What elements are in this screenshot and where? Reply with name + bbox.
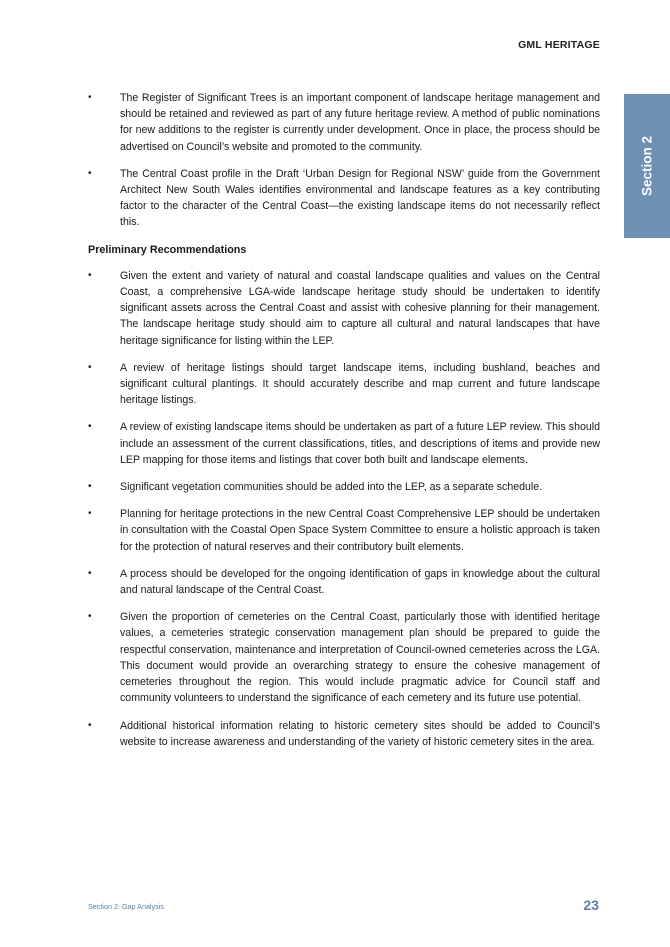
list-item xyxy=(88,566,600,598)
bullet-icon: • xyxy=(88,92,92,103)
list-item xyxy=(88,718,600,750)
list-item xyxy=(88,609,600,706)
bullet-icon: • xyxy=(88,481,92,493)
list-item xyxy=(88,360,600,409)
bullet-text: Significant vegetation communities should be added into the LEP, as a separate schedule. xyxy=(120,481,543,494)
bullet-text: Planning for heritage protections in the new Central Coast Comprehensive LEP should be undertaken in consultation with the Coastal Open Space System Committee to ensure a holistic approach is taken for the protection of natural reserves and their contributory built elements. xyxy=(120,508,600,553)
bullet-text: A review of existing landscape items should be undertaken as part of a future LEP review. This should include an assessment of the current classifications, titles, and descriptions of items and provide new LEP mapping for those items and listings that cover both built and landscape elements. xyxy=(120,421,600,466)
section-tab xyxy=(624,94,670,238)
footer-section-label: Section 2: Gap Analysis xyxy=(88,902,164,911)
bullet-icon: • xyxy=(88,567,92,579)
bullet-icon: • xyxy=(88,269,92,281)
bullet-text: The Central Coast profile in the Draft ‘Urban Design for Regional NSW’ guide from the Government Architect New South Wales identifies environmental and landscape features as a key contributing factor to the character of the Central Coast—the existing landscape items do not necessarily reflect this. xyxy=(120,167,600,229)
bullet-icon: • xyxy=(88,611,92,623)
bullet-text: The Register of Significant Trees is an important component of landscape heritage management and should be retained and reviewed as part of any future heritage review. A method of public nominations for new additions to the register is currently under development. Once in place, the process should be advertised on Council’s website and promoted to the community. xyxy=(120,92,600,153)
list-item xyxy=(88,479,600,495)
bullet-text: A process should be developed for the ongoing identification of gaps in knowledge about the cultural and natural landscape of the Central Coast. xyxy=(120,567,600,597)
section-tab-label: Section 2 xyxy=(639,135,655,197)
document-header-title: GML HERITAGE xyxy=(518,39,600,51)
list-item xyxy=(88,166,600,231)
bullet-text: Additional historical information relating to historic cemetery sites should be added to Council’s website to increase awareness and understanding of the variety of historic cemetery sites in the area. xyxy=(120,719,600,748)
bullet-icon: • xyxy=(88,421,92,433)
list-item xyxy=(88,506,600,555)
bullet-icon: • xyxy=(88,361,92,373)
recommendations-list xyxy=(88,268,600,750)
bullet-text: A review of heritage listings should target landscape items, including bushland, beaches and significant cultural plantings. It should accurately describe and map current and future landscape heritage listings. xyxy=(120,361,600,407)
list-item xyxy=(88,419,600,468)
bullet-text: Given the extent and variety of natural and coastal landscape qualities and values on the Central Coast, a comprehensive LGA-wide landscape heritage study should be undertaken to identify significant assets across the Central Coast and assist with cohesive planning for their management. The landscape heritage study should aim to capture all cultural and natural landscapes that have heritage significance for listing within the LEP. xyxy=(120,269,600,347)
page-content xyxy=(88,90,600,761)
section-subheading: Preliminary Recommendations xyxy=(88,243,247,256)
list-item xyxy=(88,90,600,155)
bullet-icon: • xyxy=(88,719,92,731)
bullet-text: Given the proportion of cemeteries on the Central Coast, particularly those with identified heritage values, a cemeteries strategic conservation management plan should be prepared to guide the respectful conservation, maintenance and interpretation of Council-owned cemeteries across the LGA. This document would provide an overarching strategy to ensure the cohesive management of cemeteries throughout the region. This would include pragmatic advice for Council staff and community volunteers to understand the significance of each cemetery and its future use potential. xyxy=(120,611,600,705)
page-number: 23 xyxy=(583,897,599,913)
intro-bullet-list xyxy=(88,90,600,231)
list-item xyxy=(88,268,600,349)
bullet-icon: • xyxy=(88,508,92,520)
bullet-icon: • xyxy=(88,167,92,179)
